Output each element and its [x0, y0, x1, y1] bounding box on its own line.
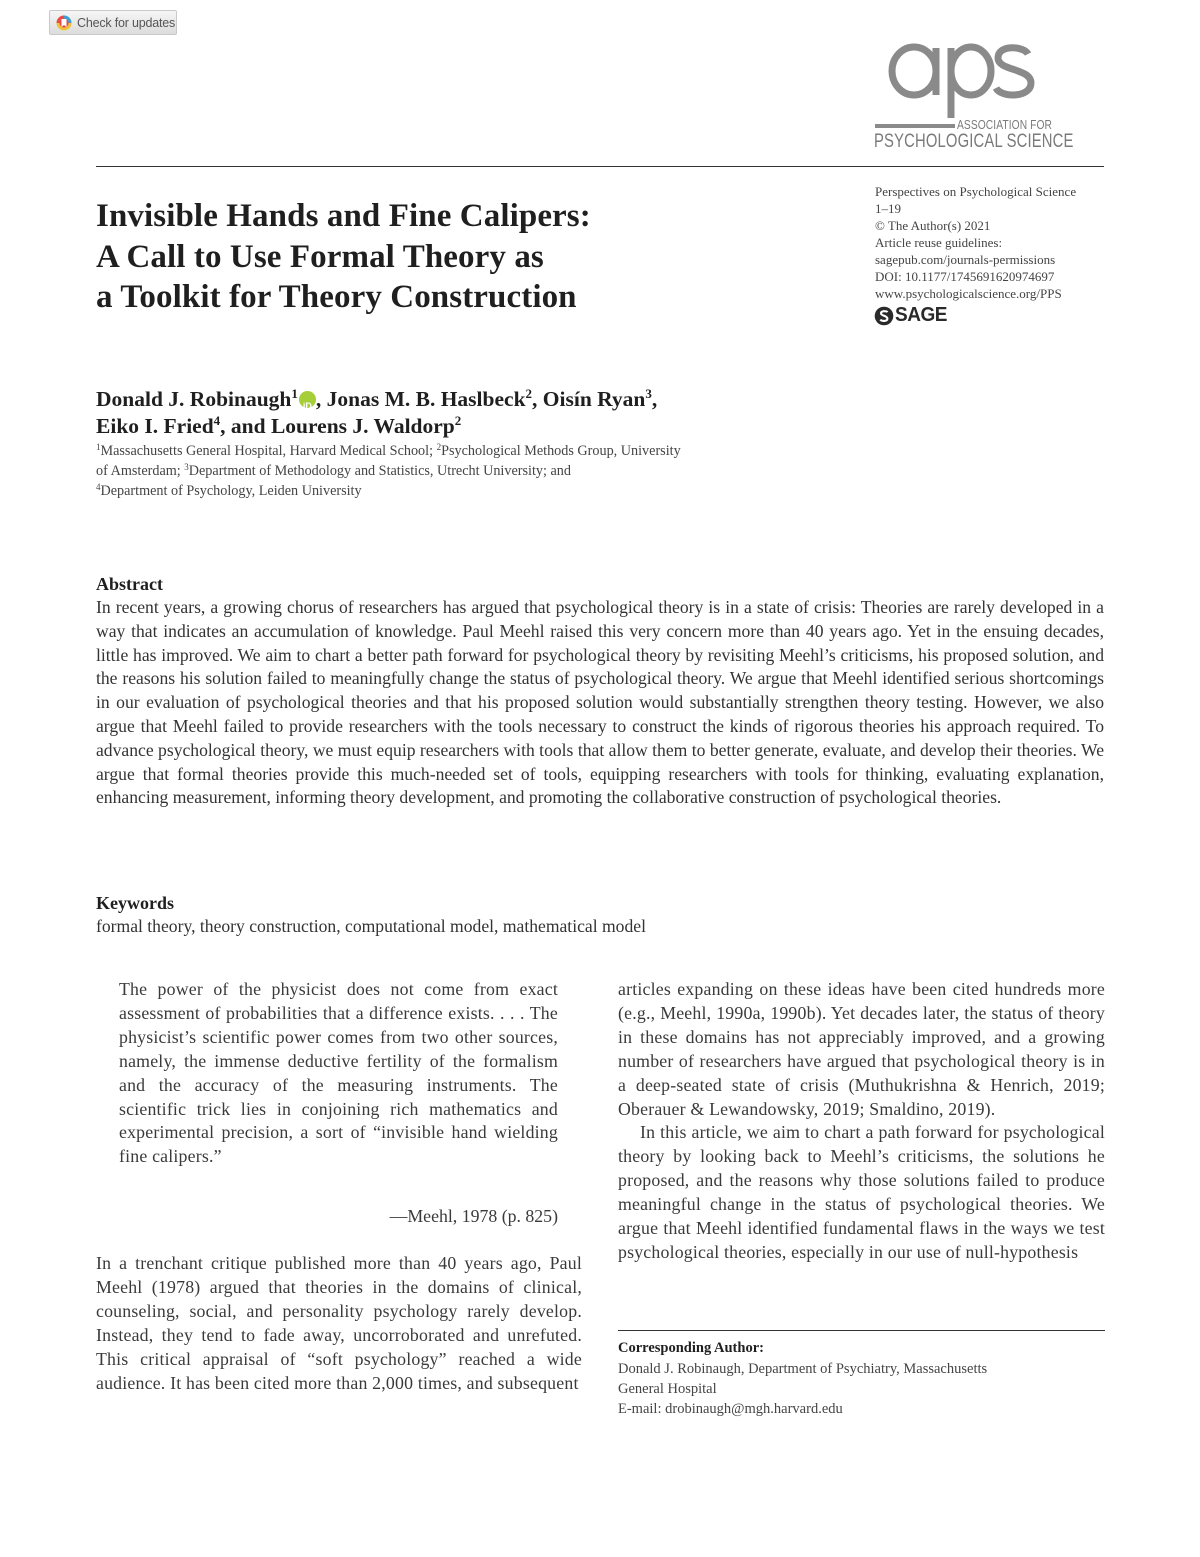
- affiliation-text: Psychological Methods Group, University: [441, 443, 681, 459]
- journal-website[interactable]: www.psychologicalscience.org/PPS: [875, 286, 1062, 301]
- body-column-left: [96, 1252, 582, 1395]
- title-line: A Call to Use Formal Theory as: [96, 238, 544, 275]
- affiliation-text: Department of Methodology and Statistics, Utrecht University; and: [188, 463, 571, 479]
- sage-s-icon: [874, 306, 894, 326]
- doi[interactable]: DOI: 10.1177/1745691620974697: [875, 269, 1055, 284]
- keywords-heading: Keywords: [96, 893, 174, 913]
- affiliation-marker: 4: [96, 482, 101, 492]
- author-name: , and Lourens J. Waldorp: [220, 414, 455, 438]
- header-divider: [96, 166, 1104, 167]
- body-column-right: [618, 978, 1105, 1265]
- copyright: © The Author(s) 2021: [875, 218, 991, 233]
- footnote-divider: [618, 1330, 1105, 1331]
- author-name: Donald J. Robinaugh: [96, 387, 292, 411]
- affiliation-marker: 2: [436, 442, 442, 452]
- author-name: Eiko I. Fried: [96, 414, 214, 438]
- author-list: [96, 386, 657, 440]
- corresponding-address: Donald J. Robinaugh, Department of Psychiatry, Massachusetts: [618, 1361, 988, 1377]
- body-paragraph: In this article, we aim to chart a path forward for psychological theory by looking back to Meehl’s criticisms, the solutions he proposed, and the reasons why those solutions failed to produce meaningful change in the status of psychological theories. We argue that Meehl identified fundamental flaws in the ways we test psychological theories, especially in our use of null-hypothesis: [618, 1122, 1105, 1262]
- aps-logo-text-1: ASSOCIATION FOR: [957, 118, 1053, 132]
- keywords-text: formal theory, theory construction, computational model, mathematical model: [96, 916, 646, 936]
- sage-logo: [874, 304, 950, 327]
- affiliation-marker: 1: [96, 442, 101, 452]
- check-for-updates-label: Check for updates: [77, 15, 176, 30]
- separator: ,: [651, 387, 658, 411]
- affiliation-marker: 2: [525, 386, 533, 401]
- body-paragraph: articles expanding on these ideas have been cited hundreds more (e.g., Meehl, 1990a, 1990b). Yet decades later, the status of theory in these domains has not appreciably improved, and a growing number of researchers have argued that psychological theory is in a deep-seated state of crisis (Muthukrishna & Henrich, 2019; Oberauer & Lewandowsky, 2019; Smaldino, 2019).: [618, 979, 1105, 1119]
- reuse-link[interactable]: sagepub.com/journals-permissions: [875, 252, 1056, 267]
- aps-logo-text-2: PSYCHOLOGICAL SCIENCE: [874, 131, 1074, 152]
- abstract-heading: Abstract: [96, 574, 163, 594]
- article-title: [96, 196, 816, 318]
- author-name: , Oisín Ryan: [532, 387, 646, 411]
- aps-logo-bar: [875, 124, 955, 128]
- affiliation-marker: 3: [184, 462, 189, 472]
- crossmark-icon: [56, 15, 72, 31]
- epigraph-quote: The power of the physicist does not come from exact assessment of probabilities that a difference exists. . . . The physicist’s scientific power comes from two other sources, namely, the immense deductive fertility of the formalism and the accuracy of the measuring instruments. The scientific trick lies in conjoining rich mathematics and experimental precision, a sort of “invisible hand wielding fine calipers.”: [119, 979, 558, 1167]
- abstract-text: In recent years, a growing chorus of researchers has argued that psychological theory is in a state of crisis: Theories are rarely developed in a way that indicates an accumulation of knowledge. Paul Meehl raised this very concern more than 40 years ago. Yet in the ensuing decades, little has improved. We aim to chart a better path forward for psychological theory by revisiting Meehl’s criticisms, his proposed solution, and the reasons his solution failed to meaningfully change the status of psychological theory. We argue that Meehl identified serious shortcomings in our evaluation of psychological theories and that his proposed solution would substantially strengthen theory testing. However, we also argue that Meehl failed to provide researchers with the tools necessary to construct the kinds of rigorous theories his approach required. To advance psychological theory, we must equip researchers with tools that allow them to better generate, evaluate, and develop their theories. We argue that formal theories provide this much-needed set of tools, equipping researchers with tools for thinking, evaluating explanation, enhancing measurement, informing theory development, and promoting the collaborative construction of psychological theories.: [96, 597, 1104, 808]
- check-for-updates-button[interactable]: [49, 10, 177, 35]
- journal-name: Perspectives on Psychological Science: [875, 184, 1077, 199]
- reuse-label: Article reuse guidelines:: [875, 235, 1003, 250]
- affiliation-marker: 4: [213, 413, 221, 428]
- journal-meta: [875, 183, 1076, 302]
- corresponding-email[interactable]: E-mail: drobinaugh@mgh.harvard.edu: [618, 1401, 843, 1417]
- affiliation-marker: 2: [454, 413, 462, 428]
- corresponding-address: General Hospital: [618, 1381, 717, 1397]
- page-range: 1–19: [875, 201, 901, 216]
- corresponding-author-details: [618, 1359, 987, 1419]
- body-paragraph: In a trenchant critique published more than 40 years ago, Paul Meehl (1978) argued that theories in the domains of clinical, counseling, social, and personality psychology rarely develop. Instead, they tend to fade away, uncorroborated and unrefuted. This critical appraisal of “soft psychology” reached a wide audience. It has been cited more than 2,000 times, and subsequent: [96, 1253, 582, 1393]
- affiliation-text: Massachusetts General Hospital, Harvard Medical School;: [100, 443, 437, 459]
- affiliation-marker: 3: [645, 386, 652, 401]
- title-line: a Toolkit for Theory Construction: [96, 279, 577, 315]
- affiliation-marker: 1: [291, 386, 298, 401]
- affiliation-text: of Amsterdam;: [96, 463, 185, 479]
- sage-label: SAGE: [895, 304, 947, 326]
- author-name: , Jonas M. B. Haslbeck: [315, 387, 526, 411]
- corresponding-author-heading: Corresponding Author:: [618, 1340, 764, 1356]
- title-line: Invisible Hands and Fine Calipers:: [96, 198, 591, 234]
- aps-logo-icon: [886, 38, 1036, 118]
- affiliation-text: Department of Psychology, Leiden University: [100, 483, 362, 499]
- orcid-icon[interactable]: iD: [299, 391, 316, 408]
- epigraph-source: —Meehl, 1978 (p. 825): [389, 1206, 558, 1226]
- affiliations: [96, 441, 681, 501]
